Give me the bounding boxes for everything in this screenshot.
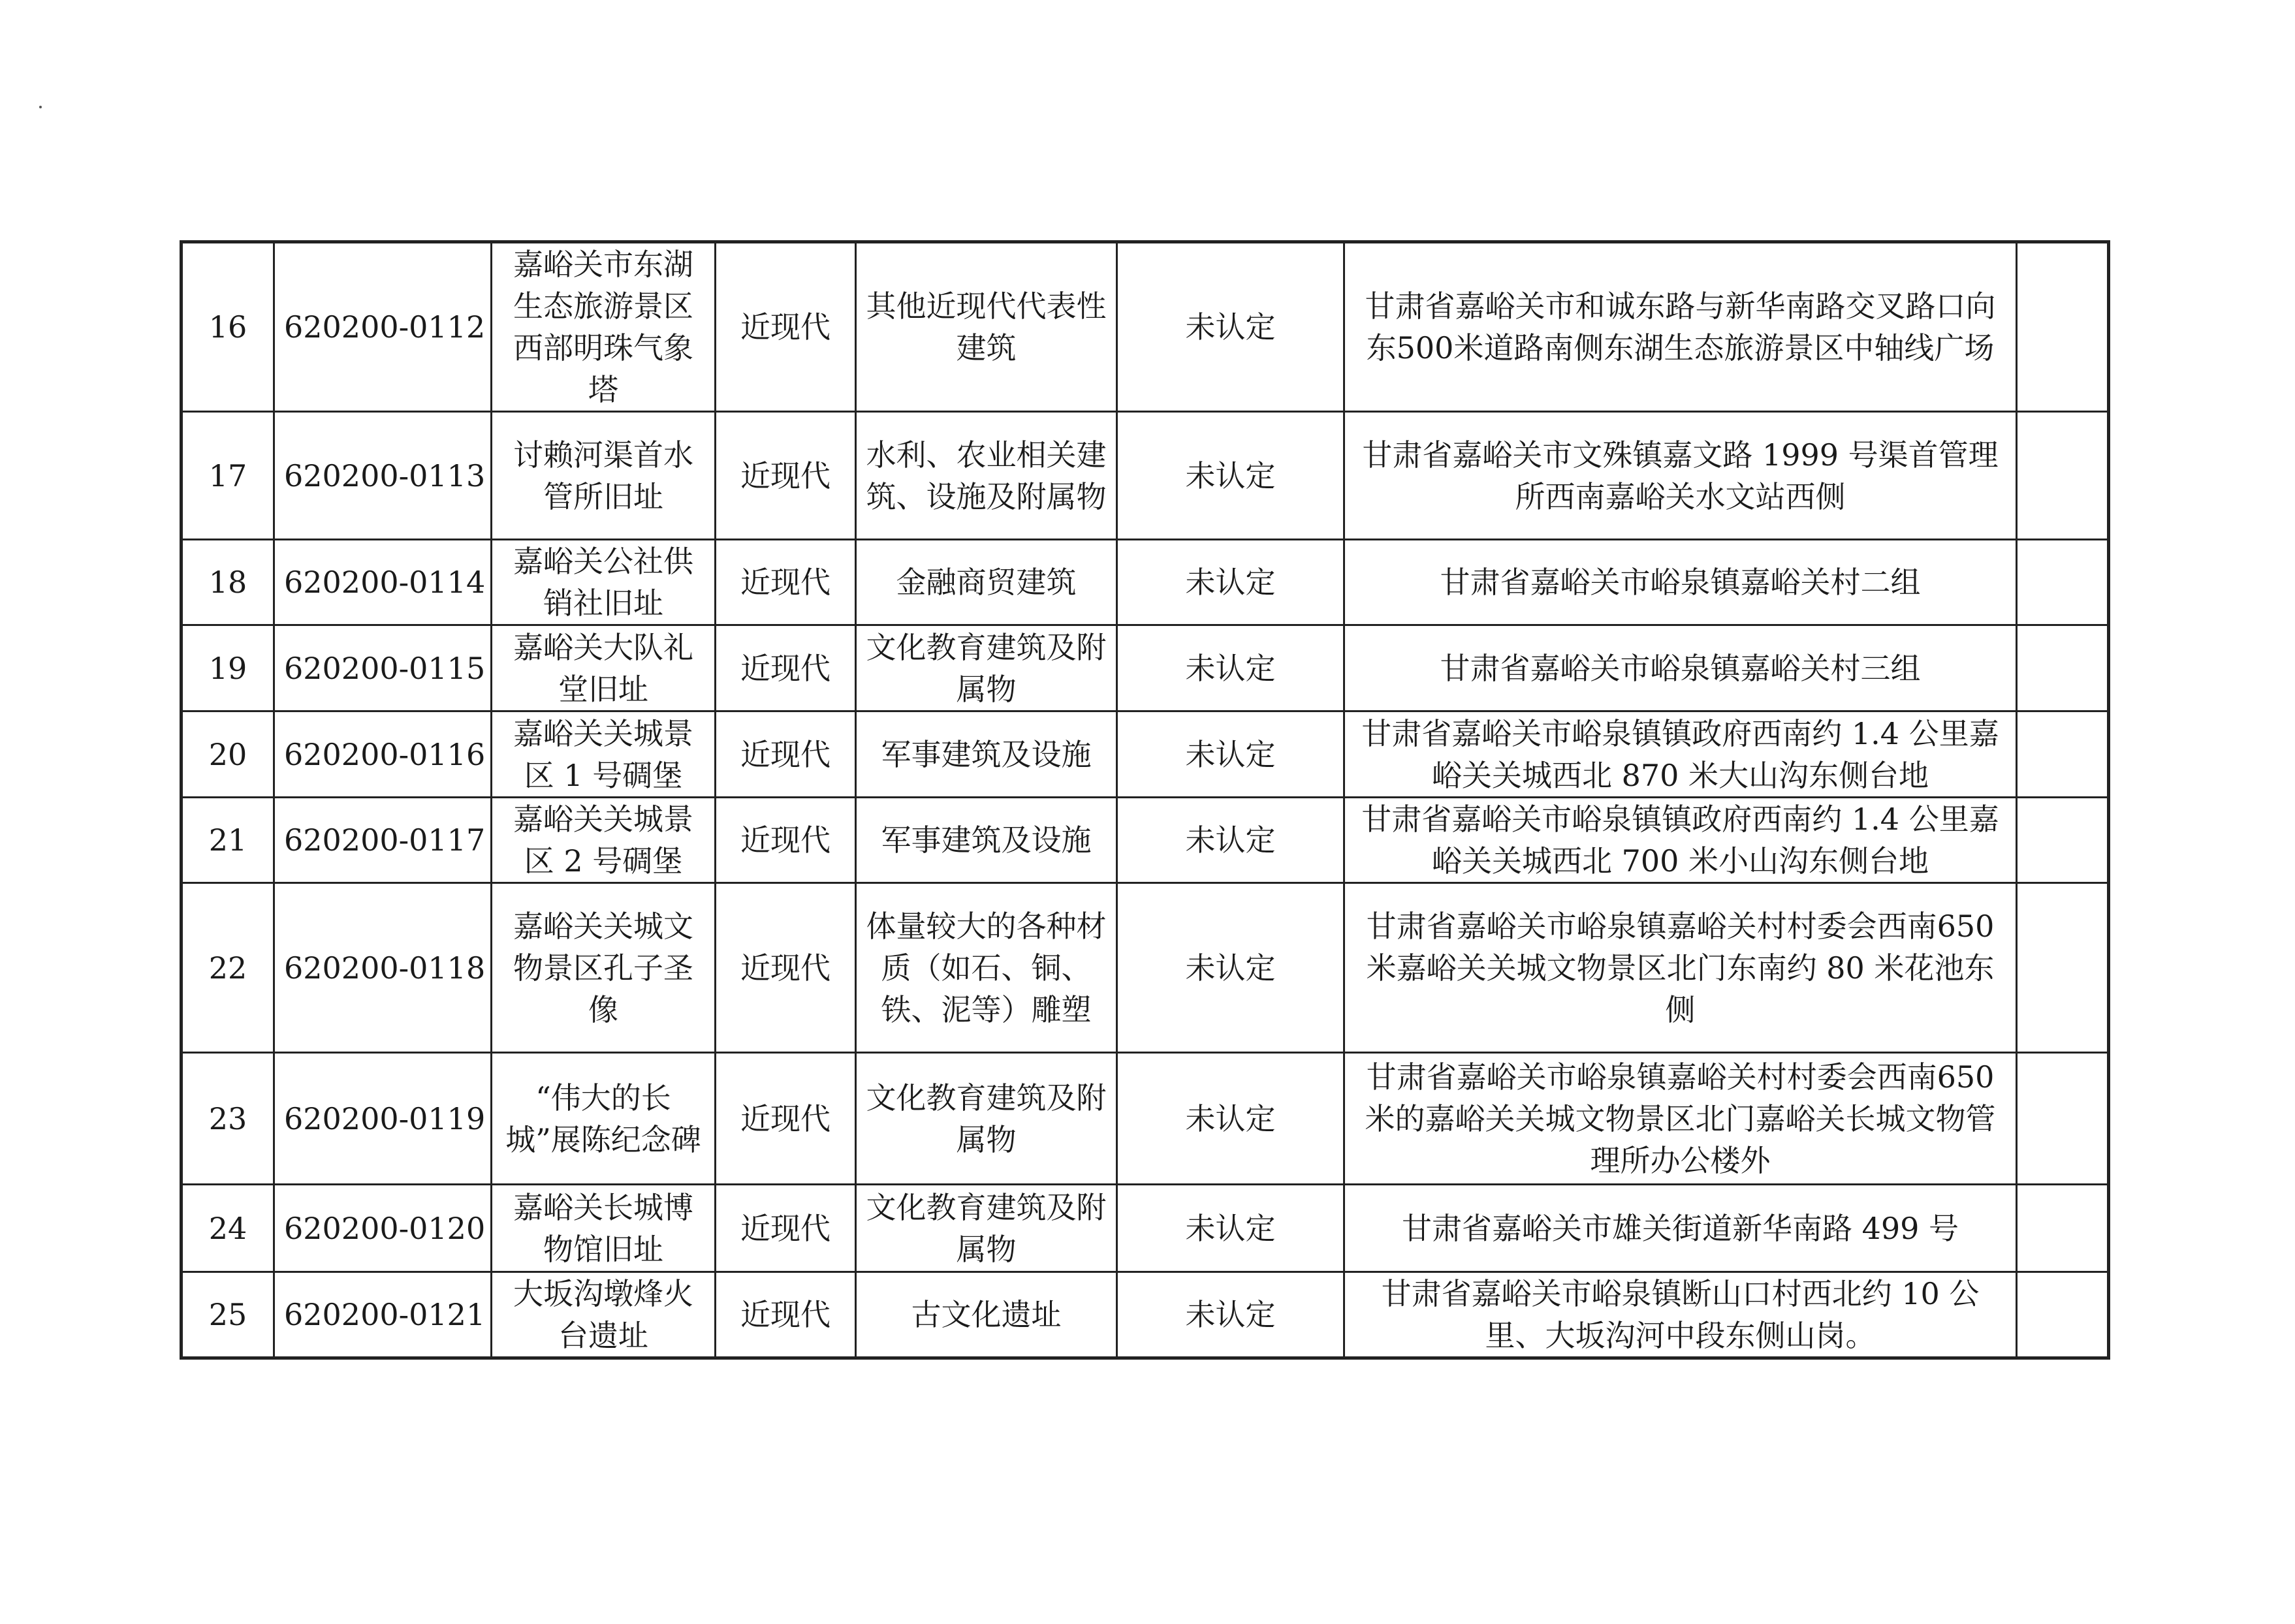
site-category: 文化教育建筑及附属物	[856, 1053, 1117, 1185]
site-code: 620200-0119	[274, 1053, 492, 1185]
site-note	[2017, 242, 2109, 412]
site-name: 讨赖河渠首水管所旧址	[492, 412, 716, 540]
table-row	[182, 1272, 2109, 1358]
table-row	[182, 798, 2109, 883]
heritage-site-table	[180, 240, 2110, 1360]
site-era: 近现代	[716, 1185, 856, 1272]
site-status: 未认定	[1117, 1053, 1344, 1185]
table-row	[182, 711, 2109, 798]
site-address: 甘肃省嘉峪关市峪泉镇镇政府西南约 1.4 公里嘉峪关关城西北 700 米小山沟东侧台地	[1344, 798, 2017, 883]
site-name: 嘉峪关市东湖生态旅游景区西部明珠气象塔	[492, 242, 716, 412]
site-category: 文化教育建筑及附属物	[856, 1185, 1117, 1272]
site-address: 甘肃省嘉峪关市峪泉镇镇政府西南约 1.4 公里嘉峪关关城西北 870 米大山沟东侧台地	[1344, 711, 2017, 798]
row-number: 20	[182, 711, 274, 798]
site-code: 620200-0118	[274, 883, 492, 1053]
site-code: 620200-0115	[274, 625, 492, 711]
site-address: 甘肃省嘉峪关市文殊镇嘉文路 1999 号渠首管理所西南嘉峪关水文站西侧	[1344, 412, 2017, 540]
row-number: 17	[182, 412, 274, 540]
site-address: 甘肃省嘉峪关市峪泉镇嘉峪关村村委会西南650 米的嘉峪关关城文物景区北门嘉峪关长城文物管理所办公楼外	[1344, 1053, 2017, 1185]
site-address: 甘肃省嘉峪关市和诚东路与新华南路交叉路口向东500米道路南侧东湖生态旅游景区中轴线广场	[1344, 242, 2017, 412]
site-status: 未认定	[1117, 883, 1344, 1053]
site-note	[2017, 540, 2109, 625]
site-era: 近现代	[716, 242, 856, 412]
site-name: “伟大的长城”展陈纪念碑	[492, 1053, 716, 1185]
site-category: 金融商贸建筑	[856, 540, 1117, 625]
table-row	[182, 625, 2109, 711]
site-era: 近现代	[716, 1053, 856, 1185]
site-name: 大坂沟墩烽火台遗址	[492, 1272, 716, 1358]
site-category: 军事建筑及设施	[856, 798, 1117, 883]
site-code: 620200-0113	[274, 412, 492, 540]
site-status: 未认定	[1117, 1185, 1344, 1272]
site-note	[2017, 1053, 2109, 1185]
site-address: 甘肃省嘉峪关市峪泉镇嘉峪关村三组	[1344, 625, 2017, 711]
site-era: 近现代	[716, 412, 856, 540]
site-era: 近现代	[716, 540, 856, 625]
site-category: 体量较大的各种材质（如石、铜、铁、泥等）雕塑	[856, 883, 1117, 1053]
row-number: 25	[182, 1272, 274, 1358]
row-number: 16	[182, 242, 274, 412]
site-code: 620200-0112	[274, 242, 492, 412]
site-code: 620200-0116	[274, 711, 492, 798]
table-row	[182, 1185, 2109, 1272]
site-note	[2017, 883, 2109, 1053]
site-name: 嘉峪关关城景区 2 号碉堡	[492, 798, 716, 883]
site-category: 军事建筑及设施	[856, 711, 1117, 798]
site-address: 甘肃省嘉峪关市峪泉镇嘉峪关村二组	[1344, 540, 2017, 625]
site-name: 嘉峪关大队礼堂旧址	[492, 625, 716, 711]
table-row	[182, 540, 2109, 625]
scan-speck	[39, 106, 42, 108]
site-name: 嘉峪关公社供销社旧址	[492, 540, 716, 625]
site-code: 620200-0117	[274, 798, 492, 883]
site-category: 文化教育建筑及附属物	[856, 625, 1117, 711]
site-name: 嘉峪关关城景区 1 号碉堡	[492, 711, 716, 798]
row-number: 18	[182, 540, 274, 625]
row-number: 21	[182, 798, 274, 883]
site-status: 未认定	[1117, 540, 1344, 625]
site-era: 近现代	[716, 798, 856, 883]
site-status: 未认定	[1117, 242, 1344, 412]
site-note	[2017, 412, 2109, 540]
site-status: 未认定	[1117, 798, 1344, 883]
site-name: 嘉峪关关城文物景区孔子圣像	[492, 883, 716, 1053]
row-number: 23	[182, 1053, 274, 1185]
site-note	[2017, 711, 2109, 798]
row-number: 19	[182, 625, 274, 711]
table-row	[182, 883, 2109, 1053]
table-row	[182, 1053, 2109, 1185]
site-code: 620200-0120	[274, 1185, 492, 1272]
site-address: 甘肃省嘉峪关市雄关街道新华南路 499 号	[1344, 1185, 2017, 1272]
site-note	[2017, 798, 2109, 883]
site-category: 古文化遗址	[856, 1272, 1117, 1358]
table-row	[182, 412, 2109, 540]
row-number: 22	[182, 883, 274, 1053]
site-category: 水利、农业相关建筑、设施及附属物	[856, 412, 1117, 540]
site-status: 未认定	[1117, 412, 1344, 540]
site-note	[2017, 1272, 2109, 1358]
site-era: 近现代	[716, 883, 856, 1053]
site-name: 嘉峪关长城博物馆旧址	[492, 1185, 716, 1272]
site-status: 未认定	[1117, 1272, 1344, 1358]
site-era: 近现代	[716, 625, 856, 711]
site-code: 620200-0114	[274, 540, 492, 625]
site-era: 近现代	[716, 711, 856, 798]
site-status: 未认定	[1117, 711, 1344, 798]
site-code: 620200-0121	[274, 1272, 492, 1358]
site-era: 近现代	[716, 1272, 856, 1358]
site-address: 甘肃省嘉峪关市峪泉镇断山口村西北约 10 公里、大坂沟河中段东侧山岗。	[1344, 1272, 2017, 1358]
site-note	[2017, 1185, 2109, 1272]
site-category: 其他近现代代表性建筑	[856, 242, 1117, 412]
site-note	[2017, 625, 2109, 711]
table-row	[182, 242, 2109, 412]
site-status: 未认定	[1117, 625, 1344, 711]
site-address: 甘肃省嘉峪关市峪泉镇嘉峪关村村委会西南650 米嘉峪关关城文物景区北门东南约 80 米花池东侧	[1344, 883, 2017, 1053]
row-number: 24	[182, 1185, 274, 1272]
